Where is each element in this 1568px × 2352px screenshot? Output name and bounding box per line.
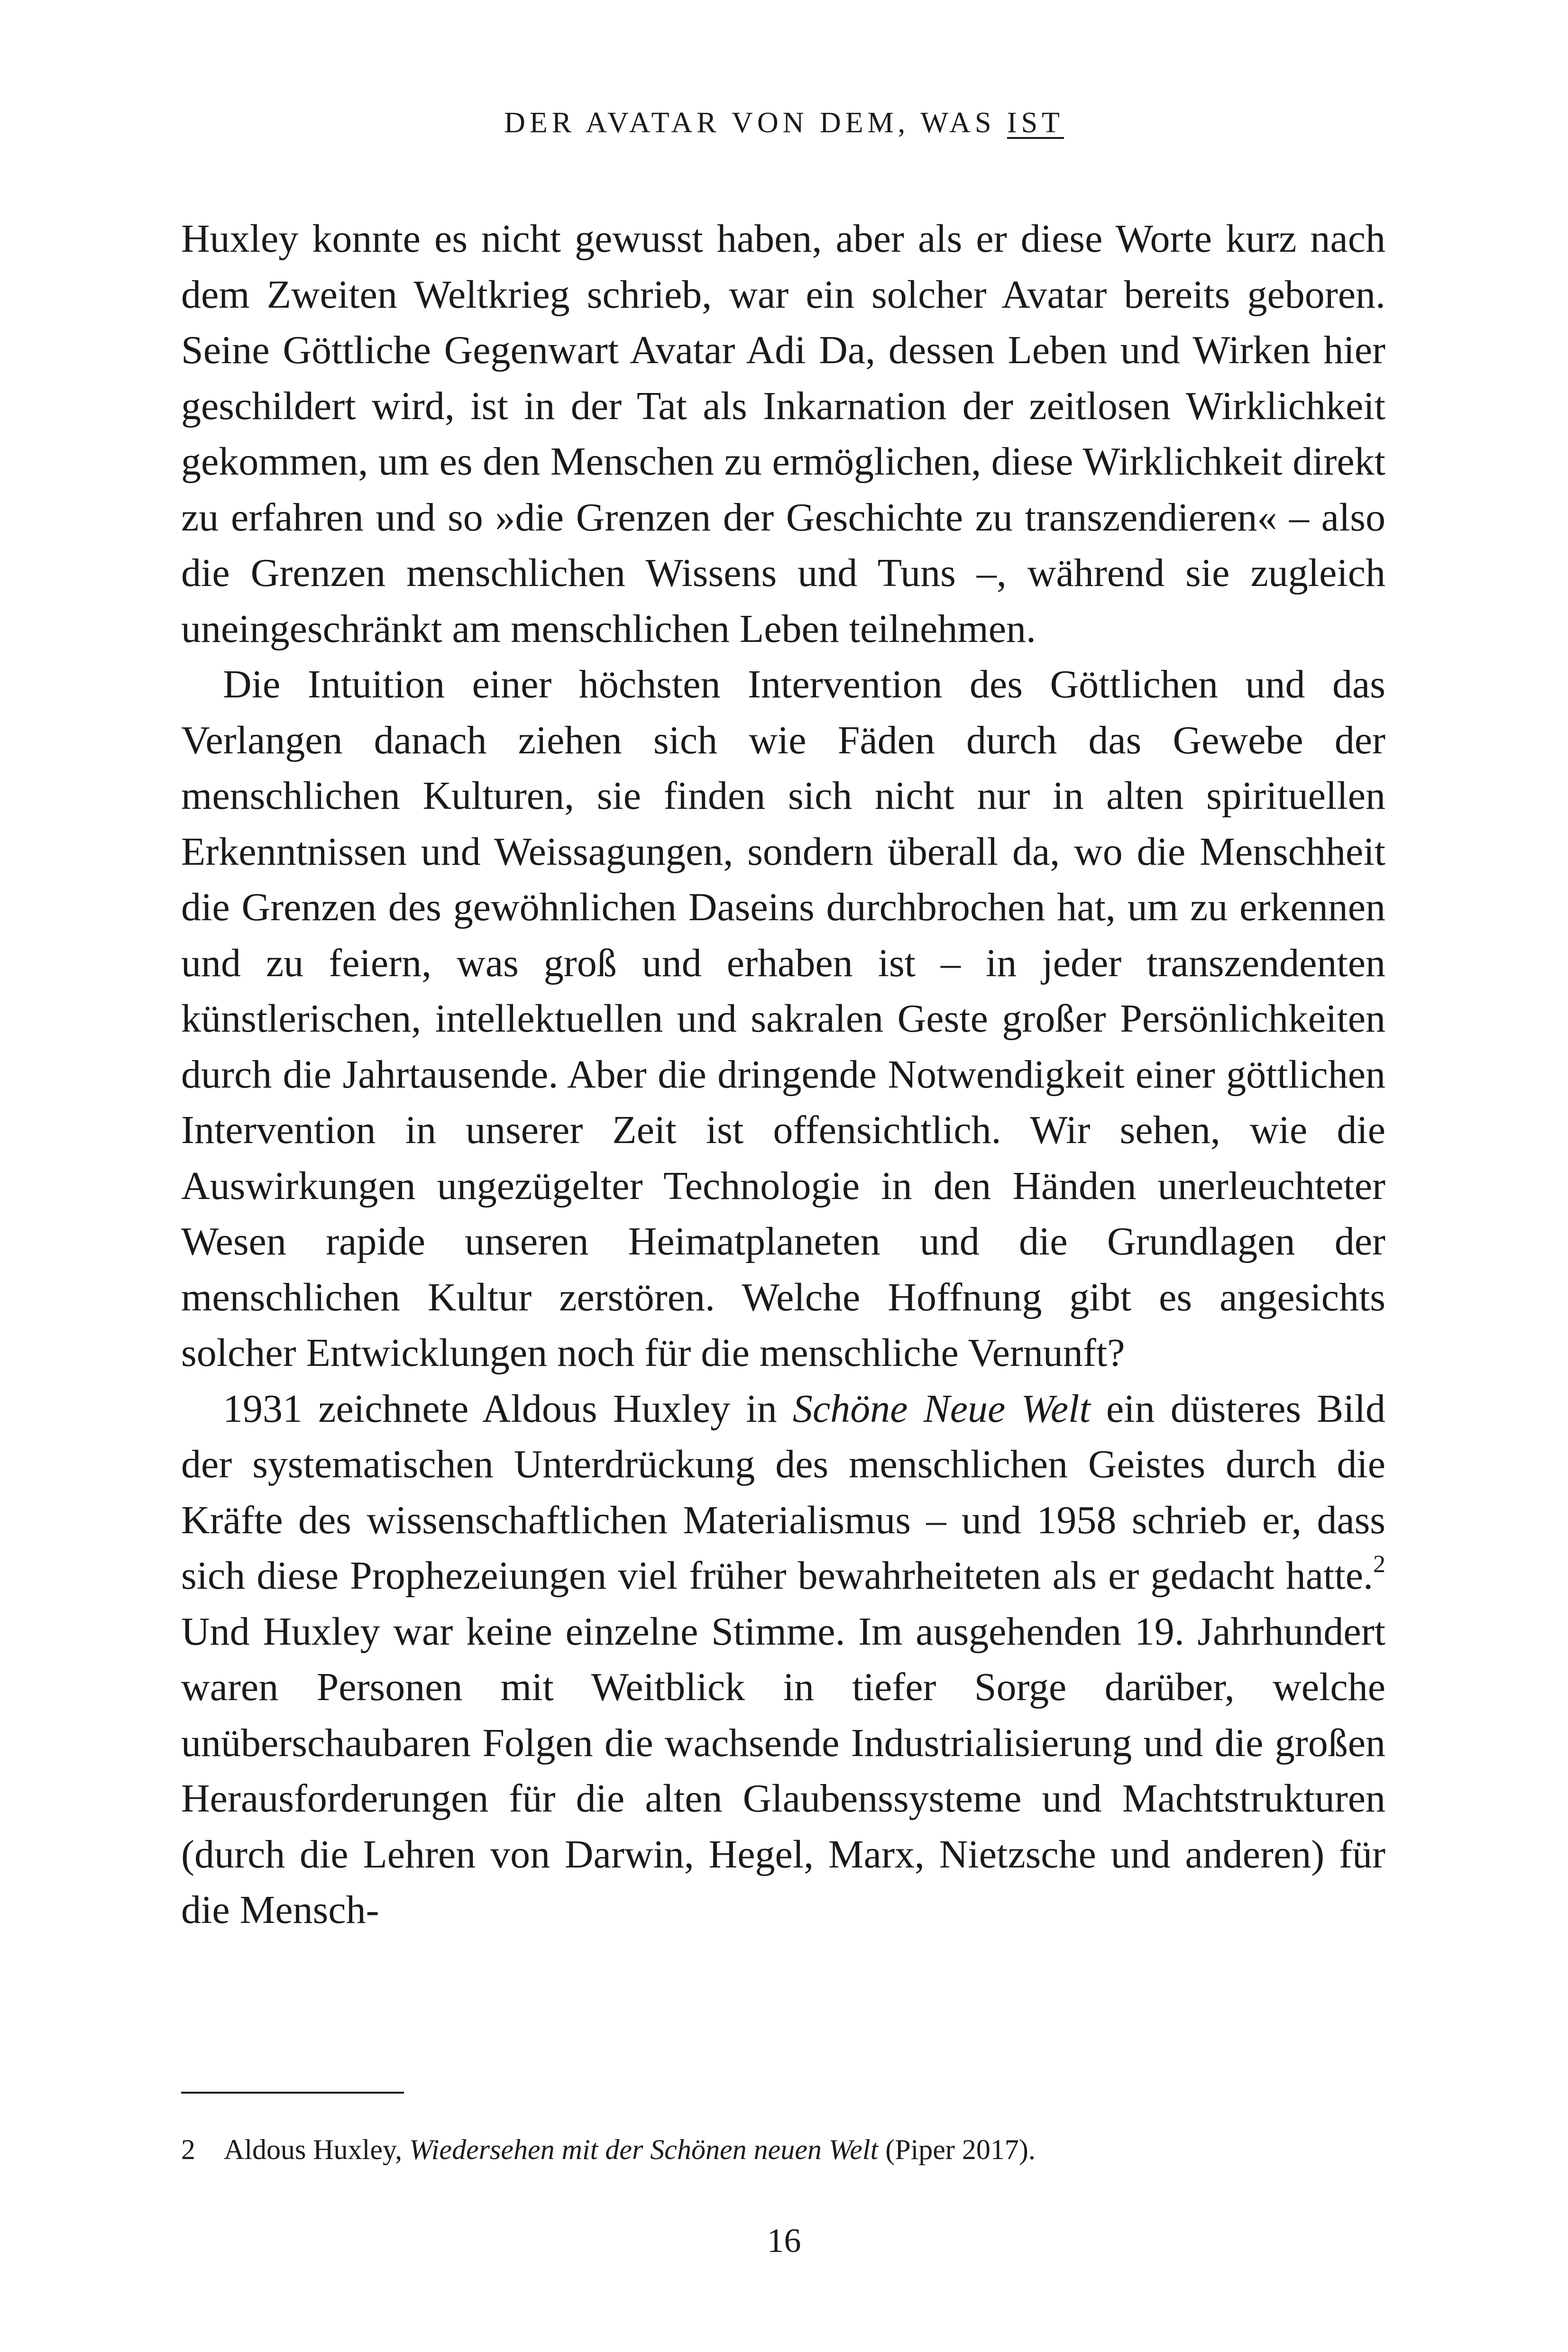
footnote-number: 2	[181, 2134, 195, 2165]
footnote-book-title: Wiedersehen mit der Schönen neuen Welt	[409, 2134, 879, 2165]
running-head	[0, 108, 1568, 137]
paragraph-1: Huxley konnte es nicht gewusst haben, aber als er diese Worte kurz nach dem Zweiten Weltkrieg schrieb, war ein solcher Avatar bereits geboren. Seine Göttliche Gegenwart Avatar Adi Da, dessen Leben und Wirken hier geschildert wird, ist in der Tat als Inkarnation der zeitlosen Wirklichkeit gekommen, um es den Menschen zu ermöglichen, diese Wirklichkeit direkt zu erfahren und so »die Grenzen der Geschichte zu transzendieren« – also die Grenzen menschlichen Wissens und Tuns –, während sie zugleich uneingeschränkt am menschlichen Leben teilnehmen.	[181, 217, 1385, 651]
footnote-divider	[181, 2092, 404, 2094]
running-head-title-underlined: IST	[1007, 107, 1064, 139]
footnote-reference[interactable]: 2	[1373, 1551, 1385, 1578]
footnote-author: Aldous Huxley,	[224, 2134, 410, 2165]
paragraph-3-text-middle: ein düsteres Bild der systematischen Unterdrückung des menschlichen Geistes durch die Kräfte des wissenschaftlichen Materialismus – und 1958 schrieb er, dass sich diese Prophezeiungen viel früher bewahrheiteten als er gedacht hatte.	[181, 1386, 1385, 1598]
footnote-publisher: (Piper 2017).	[878, 2134, 1036, 2165]
paragraph-3-text-end: Und Huxley war keine einzelne Stimme. Im ausgehenden 19. Jahrhundert waren Personen mit Weitblick in tiefer Sorge darüber, welche unüberschaubaren Folgen die wachsende Industrialisierung und die großen Herausforderungen für die alten Glaubenssysteme und Machtstrukturen (durch die Lehren von Darwin, Hegel, Marx, Nietzsche und anderen) für die Mensch-	[181, 1609, 1385, 1932]
body-text	[181, 211, 1385, 1938]
paragraph-3	[181, 1381, 1385, 1938]
paragraph-3-text-start: 1931 zeichnete Aldous Huxley in	[223, 1386, 793, 1431]
running-head-title: DER AVATAR VON DEM, WAS	[504, 107, 1007, 139]
book-title-schoene-neue-welt: Schöne Neue Welt	[792, 1386, 1091, 1431]
footnote	[181, 2131, 1385, 2169]
paragraph-2: Die Intuition einer höchsten Intervention des Göttlichen und das Verlangen danach ziehen sich wie Fäden durch das Gewebe der menschlichen Kulturen, sie finden sich nicht nur in alten spirituellen Erkenntnissen und Weissagungen, sondern überall da, wo die Menschheit die Grenzen des gewöhnlichen Daseins durchbrochen hat, um zu erkennen und zu feiern, was groß und erhaben ist – in jeder transzendenten künstlerischen, intellektuellen und sakralen Geste großer Persönlichkeiten durch die Jahrtausende. Aber die dringende Notwendigkeit einer göttlichen Intervention in unserer Zeit ist offensichtlich. Wir sehen, wie die Auswirkungen ungezügelter Technologie in den Händen unerleuchteter Wesen rapide unseren Heimatplaneten und die Grundlagen der menschlichen Kultur zerstören. Welche Hoffnung gibt es angesichts solcher Entwicklungen noch für die menschliche Vernunft?	[181, 662, 1385, 1375]
page-number: 16	[767, 2222, 801, 2260]
